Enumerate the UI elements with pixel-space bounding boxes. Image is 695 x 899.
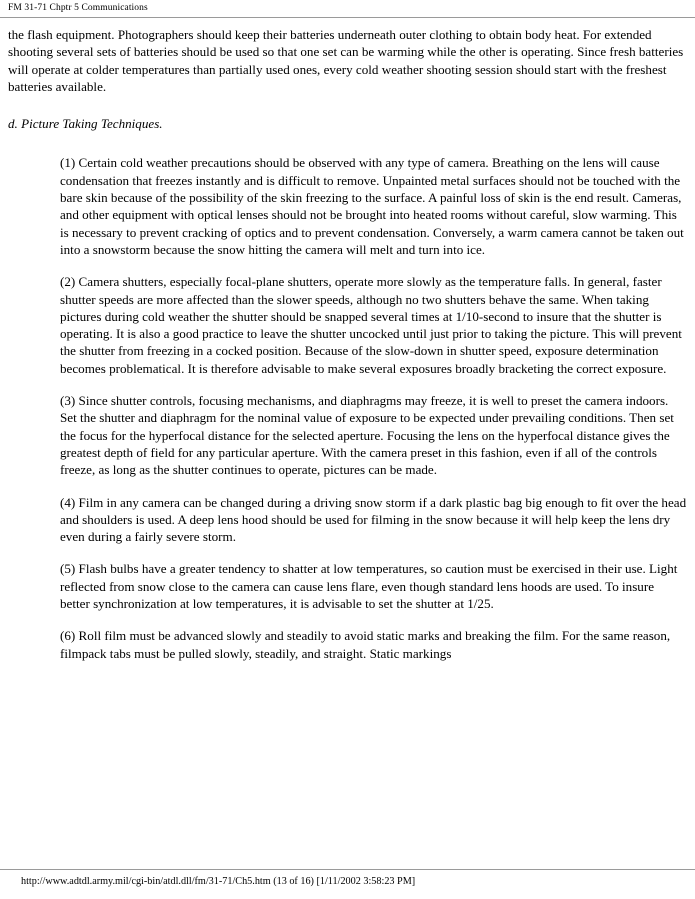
numbered-paragraph-4: (4) Film in any camera can be changed during a driving snow storm if a dark plastic bag big enough to fit over the head and shoulders is used. A deep lens hood should be used for filming in the snow because it will help keep the lens dry even during a fairly severe storm.	[60, 494, 687, 545]
numbered-paragraph-3: (3) Since shutter controls, focusing mechanisms, and diaphragms may freeze, it is well to preset the camera indoors. Set the shutter and diaphragm for the nominal value of exposure to be expected under prevailing conditions. Then set the focus for the hyperfocal distance for the selected aperture. Focusing the lens on the hyperfocal distance gives the greatest depth of field for any particular aperture. With the camera preset in this fashion, even if all of the controls freeze, as long as the shutter continues to operate, pictures can be made.	[60, 393, 674, 478]
numbered-paragraph-5: (5) Flash bulbs have a greater tendency to shatter at low temperatures, so caution must be exercised in their use. Light reflected from snow close to the camera can cause lens flare, even though standard lens hoods are used. To insure better synchronization at low temperatures, it is advisable to set the shutter at 1/25.	[60, 561, 678, 612]
page-footer-url: http://www.adtdl.army.mil/cgi-bin/atdl.dll/fm/31-71/Ch5.htm (13 of 16) [1/11/2002 3:58:23 PM]	[21, 876, 416, 887]
header-divider	[0, 17, 695, 18]
numbered-paragraph-2: (2) Camera shutters, especially focal-plane shutters, operate more slowly as the temperature falls. In general, faster shutter speeds are more affected than the slower speeds, although no two shutters behave the same. When taking pictures during cold weather the shutter should be snapped several times at 1/10-second to insure that the shutter is operating. It is also a good practice to leave the shutter uncocked until just prior to taking the picture. This will prevent the shutter from freezing in a cocked position. Because of the slow-down in shutter speed, exposure determination becomes problematical. It is therefore advisable to make several exposures broadly bracketing the correct exposure.	[60, 274, 682, 376]
section-heading: d. Picture Taking Techniques.	[8, 116, 163, 132]
numbered-paragraph-1: (1) Certain cold weather precautions should be observed with any type of camera. Breathing on the lens will cause condensation that freezes instantly and is difficult to remove. Unpainted metal surfaces should not be touched with the bare skin because of the possibility of the skin freezing to the surface. A painful loss of skin is the end result. Cameras, and other equipment with optical lenses should not be brought into heated rooms without careful, slow warming. This is necessary to prevent cracking of optics and to prevent condensation. Conversely, a warm camera cannot be taken out into a snowstorm because the snow hitting the camera will melt and turn into ice.	[60, 155, 684, 257]
numbered-paragraph-6: (6) Roll film must be advanced slowly and steadily to avoid static marks and breaking the film. For the same reason, filmpack tabs must be pulled slowly, steadily, and straight. Static markings	[60, 628, 671, 661]
page-header: FM 31-71 Chptr 5 Communications	[8, 3, 148, 13]
lead-paragraph: the flash equipment. Photographers should keep their batteries underneath outer clothing to obtain body heat. For extended shooting several sets of batteries should be used so that one set can be warming while the other is operating. Since fresh batteries will operate at colder temperatures than partially used ones, every cold weather shooting session should start with the freshest batteries available.	[8, 27, 684, 94]
document-body	[8, 26, 687, 677]
footer-divider	[0, 869, 695, 870]
